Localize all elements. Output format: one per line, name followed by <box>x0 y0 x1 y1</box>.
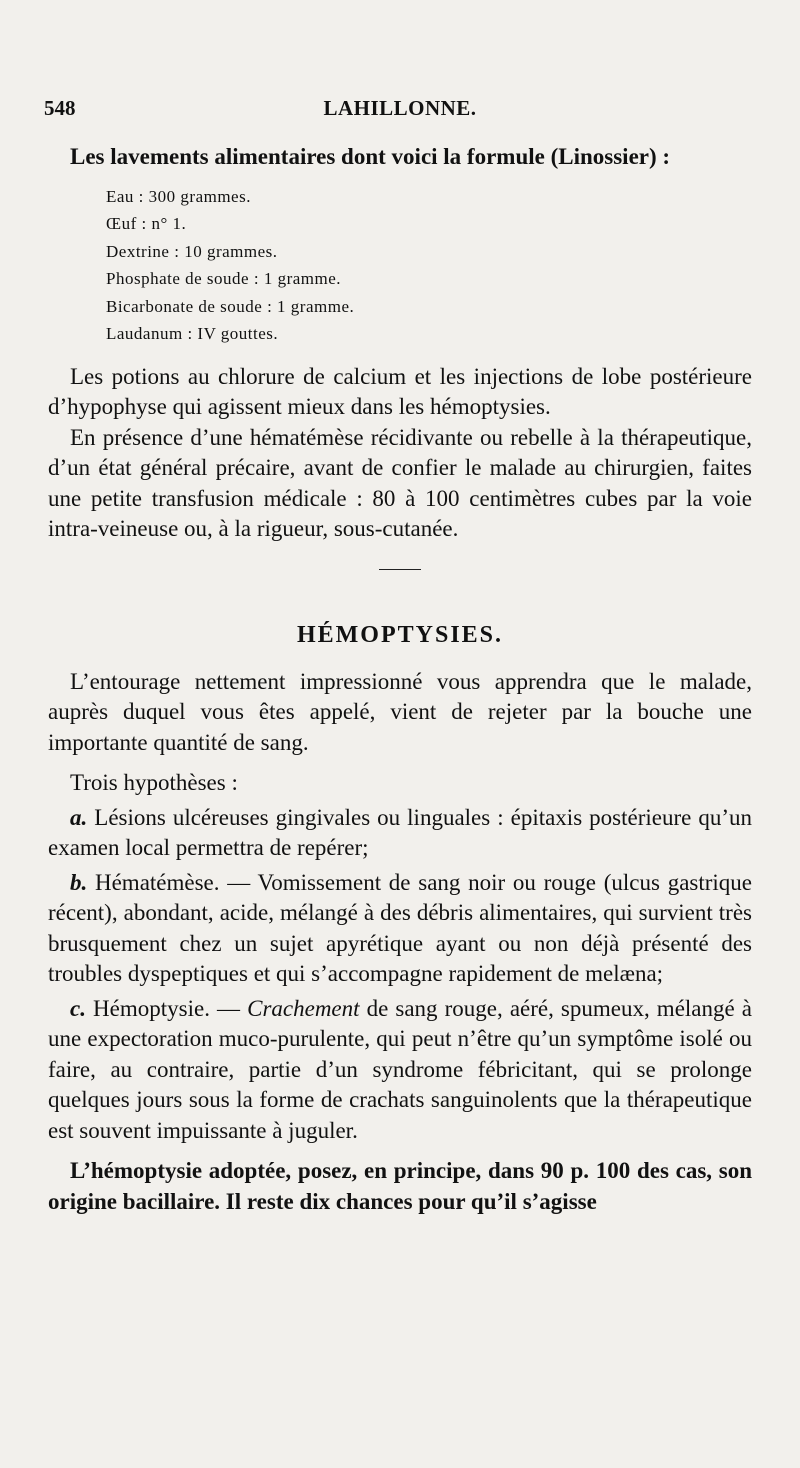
section-title: HÉMOPTYSIES. <box>296 621 504 648</box>
formula-line: Eau : 300 grammes. <box>106 186 251 206</box>
page-body <box>48 142 752 1217</box>
hypothesis-text: Hématémèse. — Vomissement de sang noir ou rouge (ulcus gastrique récent), abondant, acide, mélangé à des débris alimentaires, qui survient très brusquement chez un sujet apyrétique ayant ou non déjà présenté des troubles dyspeptiques et qui s’accompagne rapidement de melæna; <box>48 869 752 986</box>
hypothesis-b <box>48 868 752 990</box>
formula-line: Phosphate de soude : 1 gramme. <box>106 269 342 288</box>
formula-line: Dextrine : 10 grammes. <box>106 241 278 261</box>
hypothesis-text: Lésions ulcéreuses gingivales ou linguales : épitaxis postérieure qu’un examen local permettra de repérer; <box>48 804 752 860</box>
paragraph-trois: Trois hypothèses : <box>70 770 238 795</box>
hypothesis-letter: b. <box>70 869 88 895</box>
page-number: 548 <box>44 96 76 120</box>
paragraph-potions: Les potions au chlorure de calcium et les injections de lobe postérieure d’hypophyse qui agissent mieux dans les hémoptysies. <box>48 363 752 419</box>
hypothesis-italic: Crachement <box>247 995 360 1021</box>
hypothesis-letter: c. <box>70 995 86 1021</box>
formula-line: Laudanum : IV gouttes. <box>106 324 279 343</box>
formula-line: Œuf : n° 1. <box>106 214 187 233</box>
hypothesis-c <box>48 994 752 1147</box>
formula-list <box>106 183 752 348</box>
formula-line: Bicarbonate de soude : 1 gramme. <box>106 296 355 316</box>
running-head: LAHILLONNE. <box>323 96 477 120</box>
paragraph-conclusion: L’hémoptysie adoptée, posez, en principe, dans 90 p. 100 des cas, son origine bacillaire. Il reste dix chances pour qu’il s’agisse <box>48 1158 752 1214</box>
section-divider <box>379 569 421 570</box>
hypothesis-letter: a. <box>70 804 88 830</box>
intro-line: Les lavements alimentaires dont voici la formule (Linossier) : <box>70 144 671 169</box>
hypothesis-a <box>48 803 752 864</box>
paragraph-entourage: L’entourage nettement impressionné vous apprendra que le malade, auprès duquel vous êtes appelé, vient de rejeter par la bouche une importante quantité de sang. <box>48 668 752 755</box>
hypothesis-text: de sang rouge, aéré, spumeux, mélangé à une expectoration muco-purulente, qui peut n’être qu’un symptôme isolé ou faire, au contraire, partie d’un syndrome fébricitant, qui se prolonge quelques jours sous la forme de crachats sanguinolents que la thérapeutique est souvent impuissante à juguler. <box>48 995 753 1143</box>
paragraph-presence: En présence d’une hématémèse récidivante ou rebelle à la thérapeutique, d’un état général précaire, avant de confier le malade au chirurgien, faites une petite transfusion médicale : 80 à 100 centimètres cubes par la voie intra-veineuse ou, à la rigueur, sous-cutanée. <box>48 424 752 541</box>
page-header <box>0 96 800 126</box>
hypothesis-lead: Hémoptysie. — <box>93 995 248 1021</box>
